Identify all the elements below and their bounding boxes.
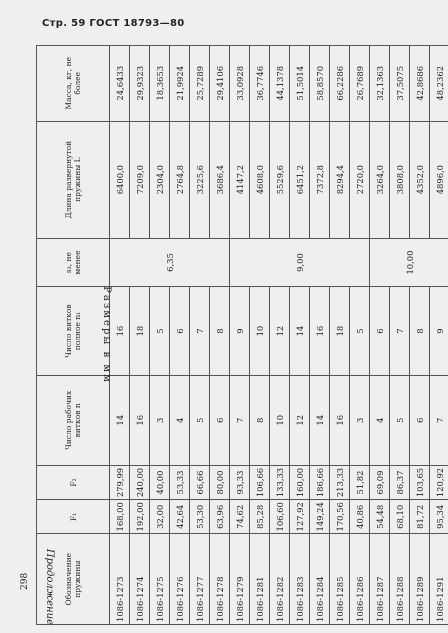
column-header: Число витков полное n₁ [37,287,110,375]
table-cell: 6,35 [110,238,230,287]
table-cell: 6 [410,375,430,465]
table-row [330,46,350,625]
table-cell: 2764,8 [170,121,190,238]
column-header: F₂ [37,465,110,499]
table-row [310,46,330,625]
table-cell: 6 [170,287,190,375]
table-cell: 80,00 [210,465,230,499]
table-cell: 133,33 [270,465,290,499]
table-cell: 85,28 [250,500,270,534]
column-header: Обозначение пружины [37,534,110,625]
table-cell: 8294,4 [330,121,350,238]
table-header-row [37,46,110,625]
table-row [210,46,230,625]
table-cell: 58,8570 [310,46,330,122]
table-cell: 3225,6 [190,121,210,238]
table-cell: 25,7289 [190,46,210,122]
column-header: Масса, кг, не более [37,46,110,122]
table-row [190,46,210,625]
table-cell: 29,9323 [130,46,150,122]
table-row [390,46,410,625]
table-cell: 8 [210,287,230,375]
table-cell: 2304,0 [150,121,170,238]
table-cell: 170,56 [330,500,350,534]
table-cell: 53,30 [190,500,210,534]
table-cell: 149,24 [310,500,330,534]
rotated-content [30,45,448,625]
table-cell: 1086-1286 [350,534,370,625]
table-cell: 1086-1279 [230,534,250,625]
table-cell: 6400,0 [110,121,130,238]
table-cell: 4896,0 [430,121,448,238]
table-cell: 16 [130,375,150,465]
table-cell: 9 [430,287,448,375]
table-caption: Размеры в мм [101,286,112,384]
table-cell: 54,48 [370,500,390,534]
table-cell: 44,1378 [270,46,290,122]
table-cell: 95,34 [430,500,448,534]
table-cell: 3 [350,375,370,465]
table-cell: 74,62 [230,500,250,534]
table-cell: 14 [110,375,130,465]
table-cell: 4 [170,375,190,465]
table-cell: 213,33 [330,465,350,499]
table-cell: 2720,0 [350,121,370,238]
table-cell: 1086-1281 [250,534,270,625]
table-cell: 103,65 [410,465,430,499]
table-row [110,46,130,625]
table-cell: 42,64 [170,500,190,534]
table-cell: 9,00 [230,238,370,287]
table-cell: 21,9924 [170,46,190,122]
table-cell: 12 [270,287,290,375]
table-cell: 5 [390,375,410,465]
table-cell: 8 [410,287,430,375]
table-cell: 106,60 [270,500,290,534]
table-cell: 160,00 [290,465,310,499]
table-cell: 4147,2 [230,121,250,238]
table-cell: 1086-1274 [130,534,150,625]
table-cell: 1086-1283 [290,534,310,625]
table-row [170,46,190,625]
column-header: s₃, не менее [37,238,110,287]
table-cell: 3 [150,375,170,465]
table-cell: 3686,4 [210,121,230,238]
table-cell: 37,5075 [390,46,410,122]
table-cell: 51,82 [350,465,370,499]
table-cell: 1086-1275 [150,534,170,625]
table-cell: 14 [310,375,330,465]
table-cell: 279,99 [110,465,130,499]
table-cell: 7 [430,375,448,465]
column-header: Длина развернутой пружины L [37,121,110,238]
table-cell: 53,33 [170,465,190,499]
table-cell: 6451,2 [290,121,310,238]
table-cell: 42,8686 [410,46,430,122]
table-cell: 33,0928 [230,46,250,122]
table-cell: 1086-1273 [110,534,130,625]
table-cell: 40,00 [150,465,170,499]
table-cell: 1086-1288 [390,534,410,625]
table-cell: 32,1363 [370,46,390,122]
table-row [150,46,170,625]
table-cell: 1086-1277 [190,534,210,625]
table-cell: 81,72 [410,500,430,534]
continuation-label: Продолжение [44,548,55,625]
table-row [370,46,390,625]
table-cell: 1086-1289 [410,534,430,625]
table-cell: 26,7689 [350,46,370,122]
table-cell: 3264,0 [370,121,390,238]
table-body [110,46,448,625]
table-cell: 5529,6 [270,121,290,238]
table-cell: 1086-1285 [330,534,350,625]
table-cell: 36,7746 [250,46,270,122]
table-cell: 240,00 [130,465,150,499]
table-cell: 1086-1282 [270,534,290,625]
table-cell: 1086-1284 [310,534,330,625]
table-cell: 120,92 [430,465,448,499]
table-cell: 186,66 [310,465,330,499]
table-cell: 7 [190,287,210,375]
table-cell: 68,10 [390,500,410,534]
table-cell: 1086-1278 [210,534,230,625]
table-cell: 24,6433 [110,46,130,122]
table-cell: 5 [190,375,210,465]
table-cell: 18,3653 [150,46,170,122]
dimensions-table [36,45,448,625]
table-row [290,46,310,625]
table-cell: 10 [250,287,270,375]
table-row [270,46,290,625]
table-row [410,46,430,625]
table-cell: 18 [330,287,350,375]
table-cell: 1086-1291 [430,534,448,625]
table-cell: 3808,0 [390,121,410,238]
table-cell: 5 [150,287,170,375]
table-cell: 69,09 [370,465,390,499]
table-cell: 93,33 [230,465,250,499]
table-row [430,46,448,625]
table-cell: 6 [210,375,230,465]
table-cell: 4352,0 [410,121,430,238]
table-cell: 40,86 [350,500,370,534]
table-cell: 66,66 [190,465,210,499]
column-header: F₁ [37,500,110,534]
table-cell: 1086-1276 [170,534,190,625]
table-cell: 10 [270,375,290,465]
table-cell: 29,4106 [210,46,230,122]
table-cell: 9 [230,287,250,375]
column-header: Число рабочих витков n [37,375,110,465]
table-cell: 63,96 [210,500,230,534]
table-cell: 192,00 [130,500,150,534]
table-cell: 48,2362 [430,46,448,122]
table-cell: 32,00 [150,500,170,534]
table-cell: 1086-1287 [370,534,390,625]
table-cell: 10,00 [370,238,448,287]
table-cell: 66,2286 [330,46,350,122]
table-cell: 51,5014 [290,46,310,122]
table-cell: 4608,0 [250,121,270,238]
table-cell: 106,66 [250,465,270,499]
table-cell: 14 [290,287,310,375]
table-cell: 16 [330,375,350,465]
table-cell: 86,37 [390,465,410,499]
table-row [130,46,150,625]
table-row [230,46,250,625]
table-cell: 6 [370,287,390,375]
table-cell: 16 [110,287,130,375]
table-cell: 12 [290,375,310,465]
table-row [250,46,270,625]
table-cell: 8 [250,375,270,465]
table-cell: 7 [390,287,410,375]
table-cell: 18 [130,287,150,375]
table-cell: 127,92 [290,500,310,534]
table-cell: 7 [230,375,250,465]
table-cell: 4 [370,375,390,465]
table-cell: 168,00 [110,500,130,534]
table-cell: 16 [310,287,330,375]
table-cell: 7372,8 [310,121,330,238]
table-cell: 7209,0 [130,121,150,238]
page-number: 298 [20,572,30,590]
page-header: Стр. 59 ГОСТ 18793—80 [42,18,185,29]
table-cell: 5 [350,287,370,375]
table-row [350,46,370,625]
